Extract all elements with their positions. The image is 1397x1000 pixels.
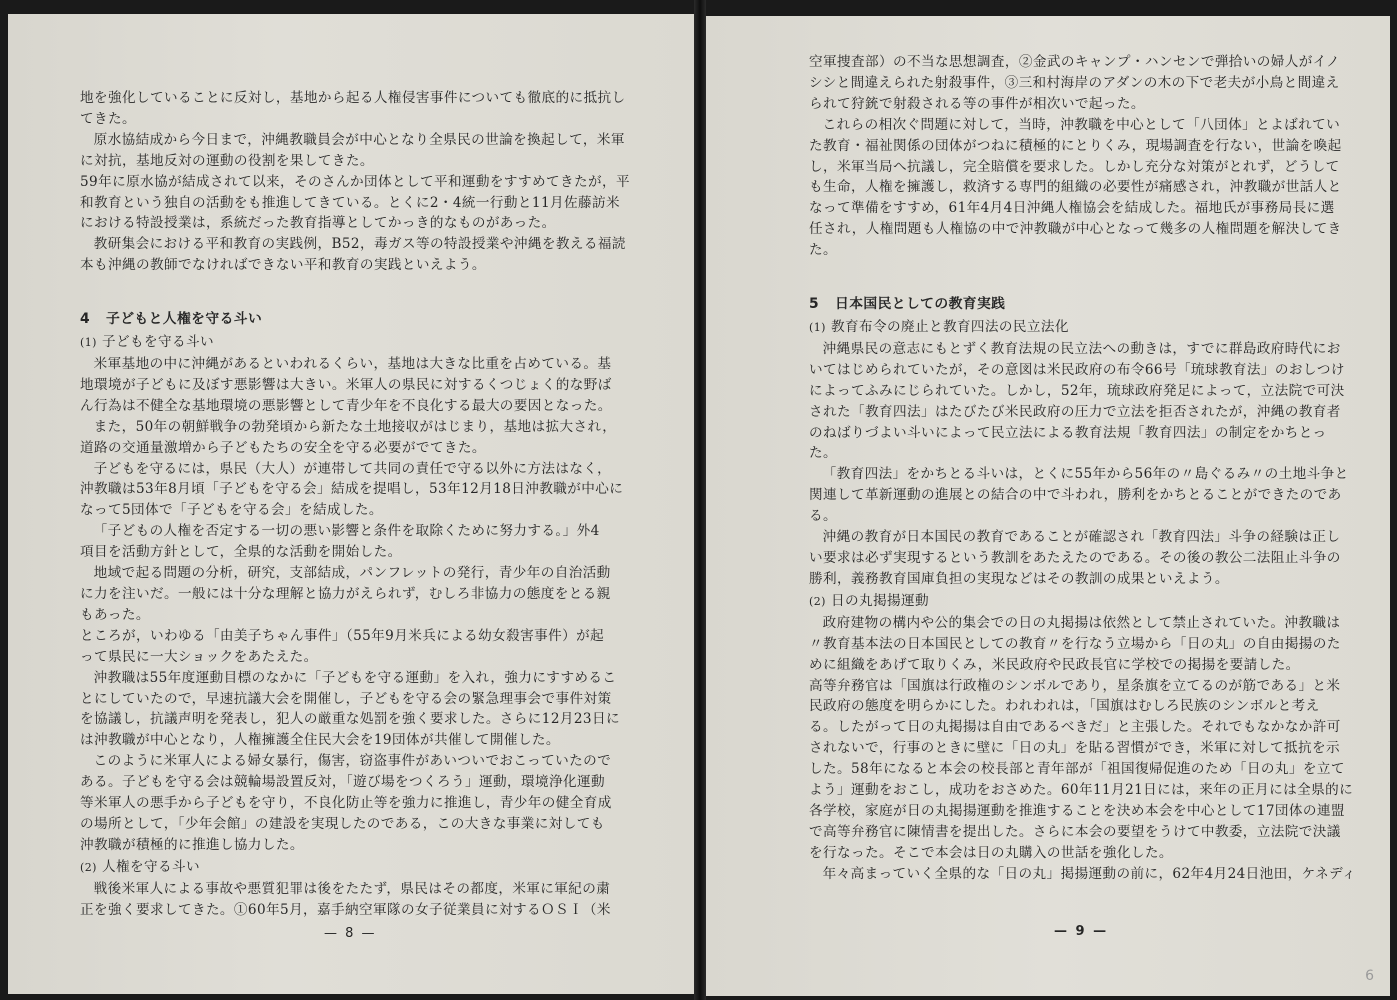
text-line: た。 (809, 445, 837, 462)
text-line: で高等弁務官に陳情書を提出した。さらに本会の要望をうけて中教委，立法院で決議 (809, 823, 1341, 840)
text-line: に対抗，基地反対の運動の役割を果してきた。 (80, 152, 374, 169)
section-title: 子どもと人権を守る斗い (106, 311, 263, 328)
text-line: ん行為は不健全な基地環境の悪影響として青少年を不良化する最大の要因となった。 (80, 397, 612, 414)
subsection-title: 人権を守る斗い (102, 858, 200, 875)
text-line: 〃教育基本法の日本国民としての教育〃を行なう立場から「日の丸」の自由掲揚のた (809, 635, 1341, 652)
text-line: 政府建物の構内や公的集会での日の丸掲揚は依然として禁止されていた。沖教職は (822, 614, 1341, 631)
text-line: 地環境が子どもに及ぼす悪影響は大きい。米軍人の県民に対するくつじょく的な野ば (80, 376, 612, 393)
text-line: ところが，いわゆる「由美子ちゃん事件」（55年9月米兵による幼女殺害事件）が起 (80, 627, 605, 644)
text-line: 任され，人権問題も人権協の中で沖教職が中心となって幾多の人権問題を解決してき (809, 221, 1342, 238)
text-line: よう」運動をおこし，成功をおさめた。60年11月21日には，来年の正月には全県的に (809, 782, 1354, 799)
text-line: 高等弁務官は「国旗は行政権のシンボルであり，星条旗を立てるのが筋である」と米 (809, 677, 1341, 694)
text-line: られて狩銃で射殺される等の事件が相次いで起った。 (809, 95, 1145, 112)
text-line: 年々高まっていく全県的な「日の丸」掲揚運動の前に，62年4月24日池田，ケネディ (822, 865, 1356, 882)
subsection-heading (80, 856, 640, 879)
pencil-mark: 6 (1365, 968, 1374, 984)
text-line: 沖縄県民の意志にもとずく教育法規の民立法への動きは，すでに群島政府時代にお (822, 340, 1341, 357)
subsection-title: 教育布令の廃止と教育四法の民立法化 (831, 318, 1069, 335)
text-line: 沖縄の教育が日本国民の教育であることが確認され「教育四法」斗争の経験は正し (822, 529, 1341, 546)
text-line: なって5団体で「子どもを守る会」を結成した。 (80, 502, 383, 519)
page-number: — 9 — (1054, 924, 1109, 939)
text-line: 等米軍人の悪手から子どもを守り，不良化防止等を強力に推進し，青少年の健全育成 (80, 795, 612, 812)
right-page-text (809, 52, 1356, 885)
subsection-title: 日の丸掲揚運動 (831, 592, 929, 609)
section-heading (80, 307, 640, 331)
text-line: 米軍基地の中に沖縄があるといわれるくらい，基地は大きな比重を占めている。基 (93, 356, 612, 373)
text-line: のねばりづよい斗いによって民立法による教育法規「教育四法」の制定をかちとっ (809, 424, 1327, 441)
section-number: 4 (80, 311, 90, 328)
text-line: 項目を活動方針として，全県的な活動を開始した。 (80, 544, 402, 561)
text-line: を協議し，抗議声明を発表し，犯人の厳重な処罰を強く要求した。さらに12月23日に (80, 711, 620, 728)
text-line: このように米軍人による婦女暴行，傷害，窃盗事件があいついでおこっていたので (93, 753, 612, 770)
subsection-number: (2) (80, 860, 97, 874)
text-line: 地を強化していることに反対し，基地から起る人権侵害事件についても徹底的に抵抗し (80, 90, 626, 106)
subsection-heading (809, 316, 1339, 339)
text-line: シシと間違えられた射殺事件，③三和村海岸のアダンの木の下で老夫が小鳥と間違え (809, 74, 1340, 91)
text-line: によってふみにじられていた。しかし，52年，琉球政府発足によって，立法院で可決 (809, 382, 1345, 399)
text-line: いてはじめられていたが，その意図は米民政府の布令66号「琉球教育法」のおしつけ (809, 361, 1345, 378)
text-line: もあった。 (80, 606, 150, 623)
text-line: た教育・福祉関係の団体がつねに積極的にとりくみ，現場調査を行ない，世論を喚起 (809, 137, 1342, 154)
text-line: 関連して革新運動の進展との結合の中で斗われ，勝利をかちとることができたのであ (809, 487, 1342, 504)
text-line: とにしていたので，早速抗議大会を開催し，子どもを守る会の緊急理事会で事件対策 (80, 690, 612, 707)
section-heading (809, 292, 1339, 316)
text-line: 民政府の態度を明らかにした。われわれは，「国旗はむしろ民族のシンボルと考え (809, 698, 1320, 715)
text-line: 59年に原水協が結成されて以来，そのさんか団体として平和運動をすすめてきたが，平 (80, 173, 630, 190)
text-line: また，50年の朝鮮戦争の勃発頃から新たな土地接収がはじまり，基地は拡大され， (93, 418, 617, 435)
text-line: めに組織をあげて取りくみ，米民政府や民政長官に学校での掲揚を要請した。 (809, 656, 1300, 673)
text-line: 和教育という独自の活動をも推進してきている。とくに2・4統一行動と11月佐藤訪米 (80, 194, 620, 211)
text-line: 教研集会における平和教育の実践例，B52，毒ガス等の特設授業や沖縄を教える福読 (93, 236, 626, 253)
text-line: 空軍捜査部）の不当な思想調査，②金武のキャンプ・ハンセンで弾拾いの婦人がイノ (809, 54, 1340, 70)
text-line: も生命，人権を擁護し，救済する専門的組織の必要性が痛感され，沖教職が世話人と (809, 179, 1342, 196)
text-line: された「教育四法」はたびたび米民政府の圧力で立法を拒否されたが，沖縄の教育者 (809, 403, 1341, 420)
page-number: — 8 — (324, 926, 377, 941)
text-line: に力を注いだ。一般には十分な理解と協力がえられず，むしろ非協力の態度をとる親 (80, 586, 611, 603)
text-line: い要求は必ず実現するという教訓をあたえたのである。その後の教公二法阻止斗争の (809, 550, 1341, 567)
subsection-heading (80, 331, 640, 354)
right-page (706, 16, 1390, 996)
subsection-heading (809, 590, 1339, 613)
text-line: てきた。 (80, 110, 136, 127)
left-page-text (80, 88, 640, 921)
text-line: る。 (809, 508, 837, 525)
text-line: 本も沖縄の教師でなければできない平和教育の実践といえよう。 (80, 257, 486, 274)
text-line: これらの相次ぐ問題に対して，当時，沖教職を中心として「八団体」とよばれてい (822, 116, 1341, 133)
subsection-number: (1) (80, 336, 97, 350)
text-line: なって準備をすすめ，61年4月4日沖縄人権協会を結成した。福地氏が事務局長に選 (809, 200, 1335, 217)
text-line: した。58年になると本会の校長部と青年部が「祖国復帰促進のため「日の丸」を立て (809, 761, 1345, 778)
text-line: されないで，行事のときに壁に「日の丸」を貼る習慣ができ，米軍に対して抵抗を示 (809, 740, 1340, 757)
text-line: 道路の交通量激増から子どもたちの安全を守る必要がでてきた。 (80, 439, 486, 456)
text-line: る。したがって日の丸掲揚は自由であるべきだ」と主張した。それでもなかなか許可 (809, 719, 1341, 736)
text-line: ある。子どもを守る会は競輪場設置反対，「遊び場をつくろう」運動，環境浄化運動 (80, 774, 605, 791)
left-page (8, 14, 694, 994)
text-line: の場所として，「少年会館」の建設を実現したのである，この大きな事業に対しても (80, 815, 605, 832)
text-line: 「教育四法」をかちとる斗いは，とくに55年から56年の〃島ぐるみ〃の土地斗争と (822, 466, 1349, 483)
text-line: 原水協結成から今日まで，沖縄教職員会が中心となり全県民の世論を換起して，米軍 (93, 131, 625, 148)
text-line: 勝利，義務教育国庫負担の実現などはその教訓の成果といえよう。 (809, 570, 1229, 587)
text-line: における特設授業は，系統だった教育指導としてかっき的なものがあった。 (80, 215, 556, 232)
text-line: 戦後米軍人による事故や悪質犯罪は後をたたず，県民はその都度，米軍に軍紀の粛 (93, 880, 611, 897)
book-spine (694, 0, 706, 1000)
text-line: って県民に一大ショックをあたえた。 (80, 648, 318, 665)
text-line: 地域で起る問題の分析，研究，支部結成，パンフレットの発行，青少年の自治活動 (93, 565, 611, 582)
text-line: 沖教職が積極的に推進し協力した。 (80, 836, 304, 853)
text-line: 沖教職は53年8月頃「子どもを守る会」結成を提唱し，53年12月18日沖教職が中心に (80, 481, 624, 498)
text-line: 沖教職は55年度運動目標のなかに「子どもを守る運動」を入れ，強力にすすめるこ (93, 669, 617, 686)
text-line: し，米軍当局へ抗議し，完全賠償を要求した。しかし充分な対策がとれず，どうして (809, 158, 1340, 175)
subsection-title: 子どもを守る斗い (102, 334, 214, 351)
text-line: た。 (809, 242, 837, 259)
text-line: は沖教職が中心となり，人権擁護全住民大会を19団体が共催して開催した。 (80, 732, 560, 749)
text-line: 「子どもの人権を否定する一切の悪い影響と条件を取除くために努力する。」外4 (93, 523, 600, 540)
section-title: 日本国民としての教育実践 (835, 295, 1006, 312)
text-line: 正を強く要求してきた。①60年5月，嘉手納空軍隊の女子従業員に対するＯＳＩ（米 (80, 901, 611, 918)
section-number: 5 (809, 295, 819, 312)
text-line: を行なった。そこで本会は日の丸購入の世話を強化した。 (809, 844, 1173, 861)
text-line: 各学校，家庭が日の丸掲揚運動を推進することを決め本会を中心として17団体の連盟 (809, 802, 1345, 819)
subsection-number: (1) (809, 320, 826, 334)
text-line: 子どもを守るには，県民（大人）が連帯して共同の責任で守る以外に方法はなく， (93, 460, 612, 477)
subsection-number: (2) (809, 594, 826, 608)
